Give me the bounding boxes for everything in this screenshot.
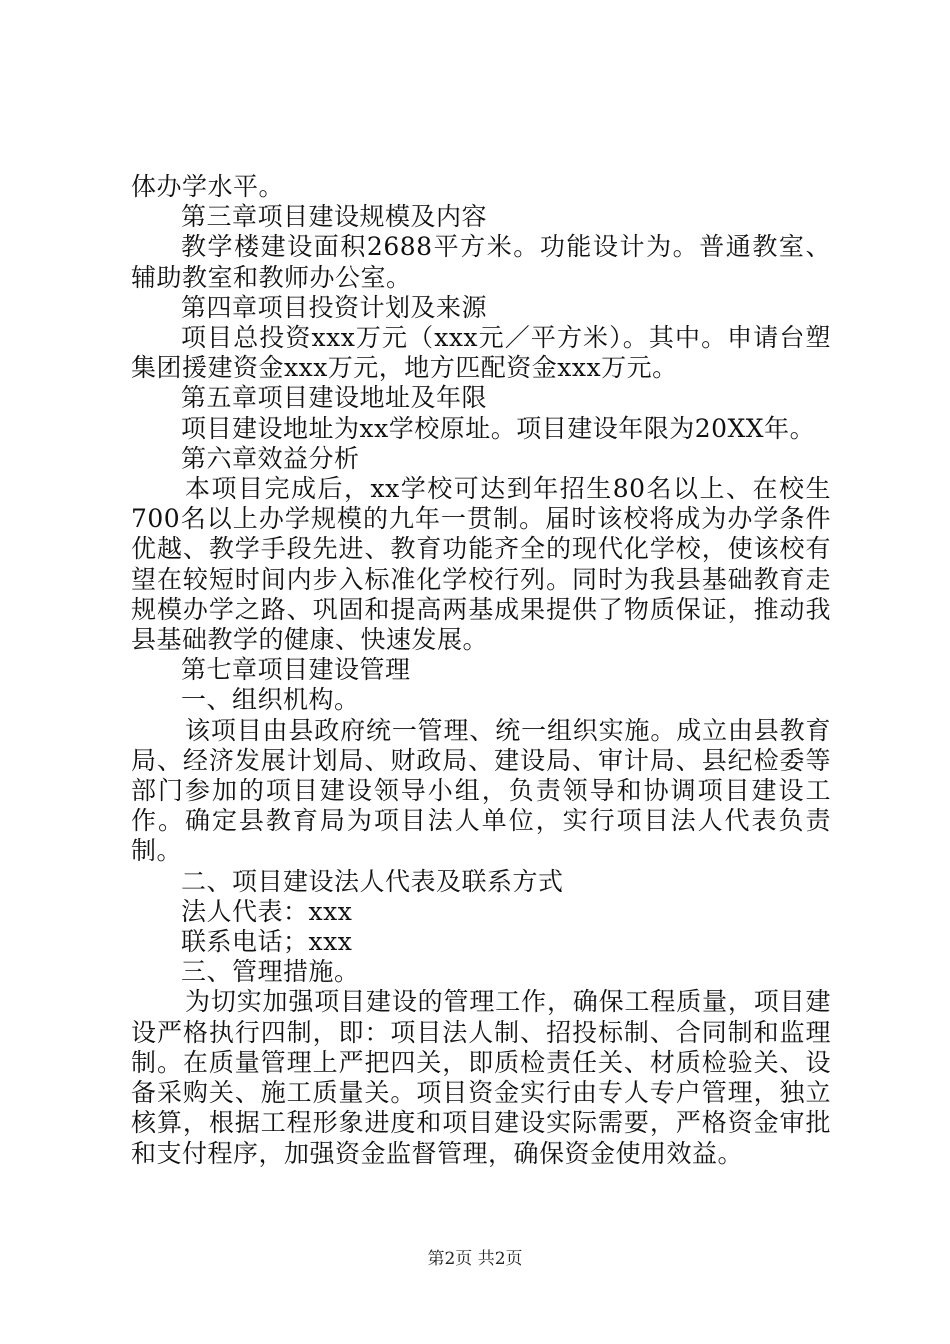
chapter-4-heading: 第四章项目投资计划及来源 (181, 292, 488, 322)
paragraph-continuation: 体办学水平。 (131, 172, 285, 201)
chapter-3-heading: 第三章项目建设规模及内容 (181, 202, 488, 232)
paragraph-measures: 为切实加强项目建设的管理工作，确保工程质量，项目建设严格执行四制，即：项目法人制、招投标制、合同制和监理制。在质量管理上严把四关，即质检责任关、材质检验关、设备采购关、施工质量关。项目资金实行由专人专户管理，独立核算，根据工程形象进度和项目建设实际需要，严格资金审批和支付程序，加强资金监督管理，确保资金使用效益。 (131, 987, 831, 1168)
section-contact-heading: 二、项目建设法人代表及联系方式 (181, 866, 564, 896)
legal-representative: 法人代表：xxx (181, 896, 353, 926)
paragraph-location: 项目建设地址为xx学校原址。项目建设年限为20XX年。 (181, 413, 816, 443)
section-measures-heading: 三、管理措施。 (181, 957, 360, 987)
chapter-5-heading: 第五章项目建设地址及年限 (181, 383, 488, 413)
section-organization-heading: 一、组织机构。 (181, 685, 360, 715)
paragraph-investment: 项目总投资xxx万元（xxx元／平方米）。其中。申请台塑集团援建资金xxx万元，地方匹配资金xxx万元。 (131, 323, 831, 383)
contact-phone: 联系电话；xxx (181, 927, 353, 957)
document-body (131, 172, 831, 1169)
paragraph-scale: 教学楼建设面积2688平方米。功能设计为。普通教室、辅助教室和教师办公室。 (131, 232, 831, 292)
chapter-7-heading: 第七章项目建设管理 (181, 655, 411, 685)
paragraph-organization: 该项目由县政府统一管理、统一组织实施。成立由县教育局、经济发展计划局、财政局、建设局、审计局、县纪检委等部门参加的项目建设领导小组，负责领导和协调项目建设工作。确定县教育局为项目法人单位，实行项目法人代表负责制。 (131, 715, 831, 866)
page-number-footer: 第2页 共2页 (427, 1249, 523, 1269)
chapter-6-heading: 第六章效益分析 (181, 443, 360, 473)
paragraph-benefits: 本项目完成后，xx学校可达到年招生80名以上、在校生700名以上办学规模的九年一贯制。届时该校将成为办学条件优越、教学手段先进、教育功能齐全的现代化学校，使该校有望在较短时间内步入标准化学校行列。同时为我县基础教育走规模办学之路、巩固和提高两基成果提供了物质保证，推动我县基础教学的健康、快速发展。 (131, 474, 831, 655)
